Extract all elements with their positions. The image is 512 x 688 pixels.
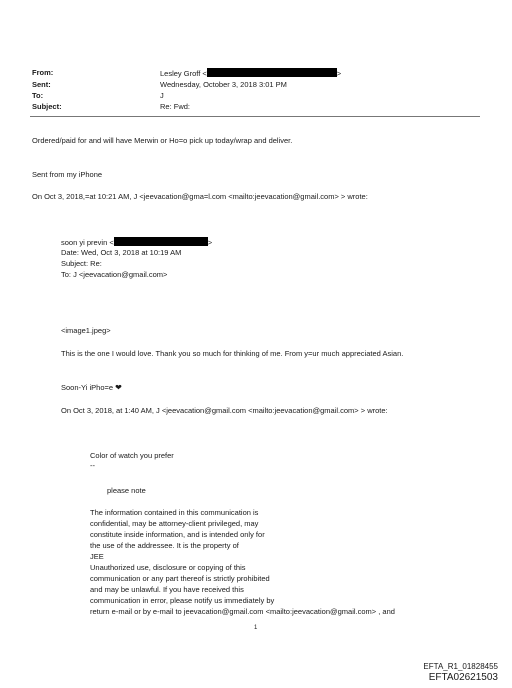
heart-icon: ❤	[115, 383, 122, 392]
image-attachment: <image1.jpeg>	[61, 326, 111, 335]
signature-text: Soon-Yi iPho=e	[61, 383, 114, 392]
redaction-bar	[207, 68, 337, 77]
signature	[61, 383, 122, 393]
from-label: From:	[32, 68, 54, 77]
forwarded-date: Date: Wed, Oct 3, 2018 at 10:19 AM	[61, 248, 182, 257]
disclaimer-line: Unauthorized use, disclosure or copying of this	[90, 563, 246, 572]
forwarded-message: This is the one I would love. Thank you so much for thinking of me. From y=ur much appreciated Asian.	[61, 349, 404, 358]
disclaimer-line: communication in error, please notify us immediately by	[90, 596, 275, 605]
page-number: 1	[254, 625, 258, 631]
disclaimer-line: The information contained in this communication is	[90, 508, 259, 517]
disclaimer-line: confidential, may be attorney-client privileged, may	[90, 519, 259, 528]
to-label: To:	[32, 91, 44, 100]
sent-from: Sent from my iPhone	[32, 170, 103, 179]
sent-value: Wednesday, October 3, 2018 3:01 PM	[160, 80, 287, 89]
forwarded-subject: Subject: Re:	[61, 259, 102, 268]
disclaimer-line: communication or any part thereof is strictly prohibited	[90, 574, 270, 583]
from-end: >	[336, 69, 342, 78]
disclaimer-line: constitute inside information, and is intended only for	[90, 530, 265, 539]
bates-stamp-2: EFTA02621503	[428, 672, 498, 683]
from-value	[160, 68, 341, 78]
disclaimer-line: and may be unlawful. If you have received this	[90, 585, 244, 594]
sent-label: Sent:	[32, 80, 51, 89]
body-line-1: Ordered/paid for and will have Merwin or Ho=o pick up today/wrap and deliver.	[32, 136, 293, 145]
forwarded-from-name: soon yi previn <	[61, 238, 114, 247]
disclaimer-line: return e-mail or by e-mail to jeevacation@gmail.com <mailto:jeevacation@gmail.com> , and	[90, 607, 395, 616]
color-question: Color of watch you prefer	[90, 451, 174, 460]
subject-label: Subject:	[32, 102, 62, 111]
quote-header-1: On Oct 3, 2018,=at 10:21 AM, J <jeevacation@gma=l.com <mailto:jeevacation@gmail.com> > wrote:	[32, 192, 368, 201]
to-value: J	[160, 91, 164, 100]
quote-header-2: On Oct 3, 2018, at 1:40 AM, J <jeevacation@gmail.com <mailto:jeevacation@gmail.com> > wrote:	[61, 406, 388, 415]
header-divider	[30, 116, 480, 117]
disclaimer-line: the use of the addressee. It is the property of	[90, 541, 239, 550]
bates-stamp-1: EFTA_R1_01828455	[423, 662, 498, 671]
forwarded-from	[61, 237, 212, 247]
signature-dashes: --	[90, 461, 95, 470]
disclaimer-line: JEE	[90, 552, 104, 561]
please-note: please note	[107, 486, 146, 495]
from-name: Lesley Groff <	[160, 69, 207, 78]
redaction-bar	[114, 237, 208, 246]
forwarded-to: To: J <jeevacation@gmail.com>	[61, 270, 168, 279]
subject-value: Re: Fwd:	[160, 102, 191, 111]
forwarded-from-end: >	[207, 238, 213, 247]
